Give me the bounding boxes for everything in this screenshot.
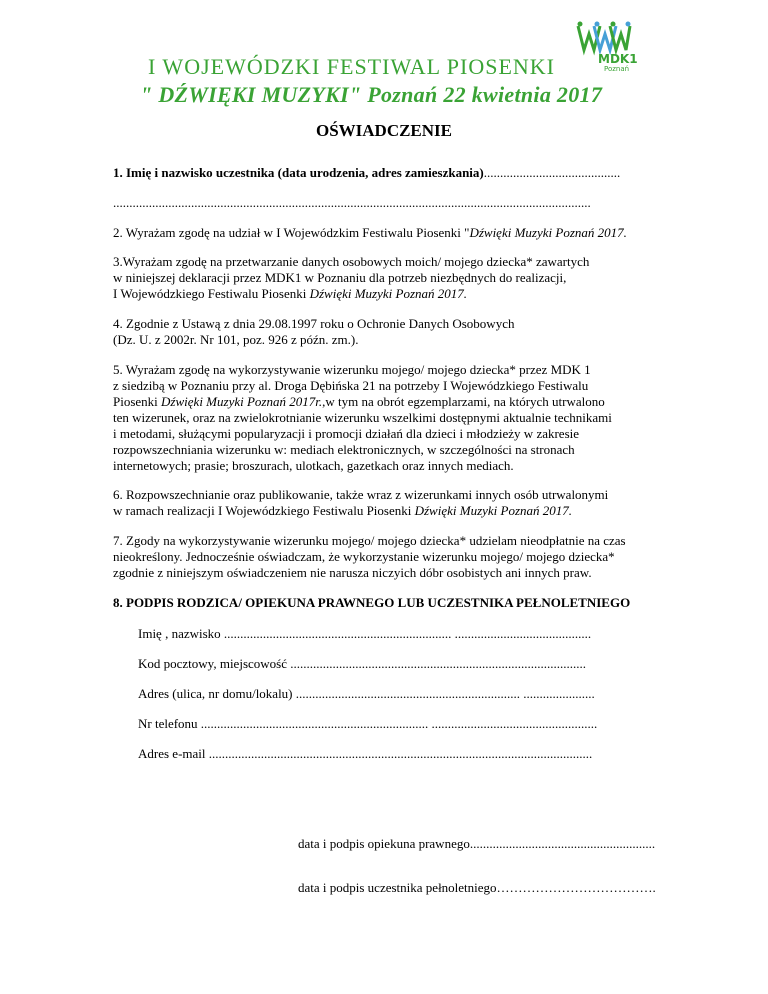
festival-title: I WOJEWÓDZKI FESTIWAL PIOSENKI: [148, 54, 556, 79]
signature-guardian[interactable]: data i podpis opiekuna prawnego.........................................................: [298, 836, 656, 851]
section-1: [113, 165, 620, 181]
signature-adult-participant[interactable]: data i podpis uczestnika pełnoletniego……………………………….: [298, 880, 656, 895]
section-6-line2-italic: Dźwięki Muzyki Poznań 2017.: [414, 503, 573, 518]
section-5-line7: internetowych; prasie; broszurach, ulotkach, gazetkach oraz innych mediach.: [113, 458, 514, 473]
section-2-text: 2. Wyrażam zgodę na udział w I Wojewódzkim Festiwalu Piosenki ": [113, 225, 470, 240]
section-7-line1: 7. Zgody na wykorzystywanie wizerunku mojego/ mojego dziecka* udzielam nieodpłatnie na czas: [113, 533, 626, 548]
section-5-line3a: Piosenki: [113, 394, 162, 409]
section-7-line2: nieokreślony. Jednocześnie oświadczam, że wykorzystanie wizerunku mojego/ mojego dziecka*: [113, 549, 615, 564]
section-2-italic: Dźwięki Muzyki Poznań 2017.: [469, 225, 627, 240]
section-5-line4: ten wizerunek, oraz na zwielokrotnianie wizerunku wszelkimi dostępnymi aktualnie technikami: [113, 410, 612, 425]
section-5-line3-italic: Dźwięki Muzyki Poznań 2017r.: [161, 394, 323, 409]
section-3-line3-italic: Dźwięki Muzyki Poznań 2017.: [309, 286, 468, 301]
page-title: OŚWIADCZENIE: [315, 121, 453, 140]
section-5-line3: [113, 394, 605, 410]
section-3-line3-text: I Wojewódzkiego Festiwalu Piosenki: [113, 286, 310, 301]
section-3-line1: 3.Wyrażam zgodę na przetwarzanie danych osobowych moich/ mojego dziecka* zawartych: [113, 254, 590, 269]
section-3-line2: w niniejszej deklaracji przez MDK1 w Poznaniu dla potrzeb niezbędnych do realizacji,: [113, 270, 567, 285]
field-postal-city[interactable]: Kod pocztowy, miejscowość ...........................................................................................: [138, 656, 586, 671]
section-5-line6: rozpowszechniania wizerunku w: mediach elektronicznych, w szczególności na stronach: [113, 442, 575, 457]
section-6-line2: [113, 503, 572, 519]
section-3-line3: [113, 286, 467, 302]
section-2: [113, 225, 627, 241]
field-address[interactable]: Adres (ulica, nr domu/lokalu) ..................................................................... ......................: [138, 686, 595, 701]
section-4-line2: (Dz. U. z 2002r. Nr 101, poz. 926 z późn. zm.).: [113, 332, 359, 347]
section-7-line3: zgodnie z niniejszym oświadczeniem nie narusza niczyich dóbr osobistych ani innych praw.: [113, 565, 592, 580]
logo-subtext: Poznań: [604, 65, 630, 73]
section-5-line1: 5. Wyrażam zgodę na wykorzystywanie wizerunku mojego/ mojego dziecka* przez MDK 1: [113, 362, 591, 377]
section-5-line2: z siedzibą w Poznaniu przy al. Droga Dębińska 21 na potrzeby I Wojewódzkiego Festiwalu: [113, 378, 589, 393]
section-1-label: 1. Imię i nazwisko uczestnika (data urodzenia, adres zamieszkania): [113, 165, 484, 180]
section-5-line5: i metodami, służącymi popularyzacji i promocji działań dla dzieci i młodzieży w zakresie: [113, 426, 580, 441]
field-email[interactable]: Adres e-mail ......................................................................................................................: [138, 746, 593, 761]
section-6-line2-text: w ramach realizacji I Wojewódzkiego Festiwalu Piosenki: [113, 503, 415, 518]
section-6-line1: 6. Rozpowszechnianie oraz publikowanie, także wraz z wizerunkami innych osób utrwalonymi: [113, 487, 609, 502]
mdk1-logo: [572, 20, 638, 74]
section-4-line1: 4. Zgodnie z Ustawą z dnia 29.08.1997 roku o Ochronie Danych Osobowych: [113, 316, 515, 331]
logo-text: MDK1: [598, 52, 638, 66]
section-5-line3b: ,w tym na obrót egzemplarzami, na których utrwalono: [322, 394, 605, 409]
section-1-dots: ..........................................: [483, 165, 621, 180]
field-phone[interactable]: Nr telefonu ...................................................................... ...................................................: [138, 716, 598, 731]
section-1-line2: ...................................................................................................................................................: [113, 195, 591, 210]
festival-subtitle: " DŹWIĘKI MUZYKI" Poznań 22 kwietnia 2017: [140, 82, 603, 107]
field-name[interactable]: Imię , nazwisko ...................................................................... ..........................................: [138, 626, 592, 641]
section-8-title: 8. PODPIS RODZICA/ OPIEKUNA PRAWNEGO LUB UCZESTNIKA PEŁNOLETNIEGO: [113, 595, 631, 610]
